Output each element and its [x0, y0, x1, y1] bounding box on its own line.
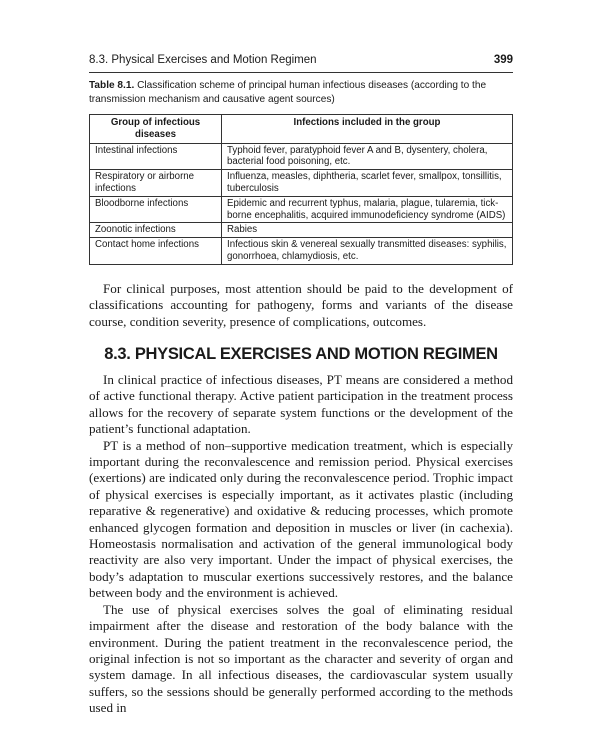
body-paragraph: In clinical practice of infectious diseases, PT means are considered a method of active functional therapy. Active patient participation in the treatment process allows for the recovery of separate system functions or the development of the patient’s functional adaptation.	[89, 372, 513, 437]
table-cell-group: Respiratory or airborne infections	[90, 170, 222, 197]
running-head	[89, 52, 513, 74]
table-cell-group: Zoonotic infections	[90, 223, 222, 238]
table-cell-infections: Rabies	[222, 223, 513, 238]
classification-table	[89, 114, 513, 265]
table-row	[90, 196, 513, 223]
header-rule	[89, 72, 513, 73]
table-row	[90, 223, 513, 238]
table-cell-group: Intestinal infections	[90, 143, 222, 170]
table-cell-infections: Epidemic and recurrent typhus, malaria, plague, tularemia, tick-borne encephalitis, acquired immunodeficiency syndrome (AIDS)	[222, 196, 513, 223]
body-paragraph: PT is a method of non–supportive medication treatment, which is especially important during the reconvalescence and remission period. Physical exercises (exertions) are indicated only during the reconvalescence period. Trophic impact of physical exercises is especially important, as it activates plastic (including reparative & regenerative) and oxidative & reducing processes, which promote enhanced glycogen formation and deposition in muscles or liver (in cachexia). Homeostasis normalisation and activation of the general immunological body reactivity are also very important. Under the impact of physical exercises, the body’s adaptation to muscular exertions successively restores, and the balance between body and the environment is achieved.	[89, 437, 513, 601]
table-row	[90, 238, 513, 265]
table-cell-group: Contact home infections	[90, 238, 222, 265]
section-body	[89, 372, 513, 717]
body-paragraph: For clinical purposes, most attention should be paid to the development of classifications accounting for pathogeny, forms and variants of the disease course, condition severity, presence of complications, outcomes.	[89, 281, 513, 329]
section-heading: 8.3. PHYSICAL EXERCISES AND MOTION REGIMEN	[104, 345, 498, 363]
table-header-row	[90, 115, 513, 144]
table-cell-infections: Influenza, measles, diphtheria, scarlet fever, smallpox, tonsillitis, tuberculosis	[222, 170, 513, 197]
table-cell-group: Bloodborne infections	[90, 196, 222, 223]
page-number: 399	[493, 54, 513, 66]
table-caption-label: Table 8.1.	[89, 80, 135, 91]
running-head-section: 8.3. Physical Exercises and Motion Regimen	[89, 54, 317, 66]
table-cell-infections: Typhoid fever, paratyphoid fever A and B, dysentery, cholera, bacterial food poisoning, etc.	[222, 143, 513, 170]
table-caption	[89, 79, 513, 106]
table-row	[90, 143, 513, 170]
body-paragraph: The use of physical exercises solves the goal of eliminating residual impairment after the disease and restoration of the body balance with the environment. During the patient treatment in the reconvalescence period, the original infection is not so important as the character and severity of organ and system damage. In all infectious diseases, the cardiovascular system usually suffers, so the sessions should be generally performed according to the methods used in	[89, 601, 513, 716]
table-cell-infections: Infectious skin & venereal sexually transmitted diseases: syphilis, gonorrhoea, chlamydiosis, etc.	[222, 238, 513, 265]
table-row	[90, 170, 513, 197]
intro-text	[89, 281, 513, 330]
table-header-cell: Group of infectious diseases	[90, 115, 222, 144]
table-header-cell: Infections included in the group	[222, 115, 513, 144]
table-caption-text: Classification scheme of principal human infectious diseases (according to the transmission mechanism and causative agent sources)	[89, 80, 487, 105]
